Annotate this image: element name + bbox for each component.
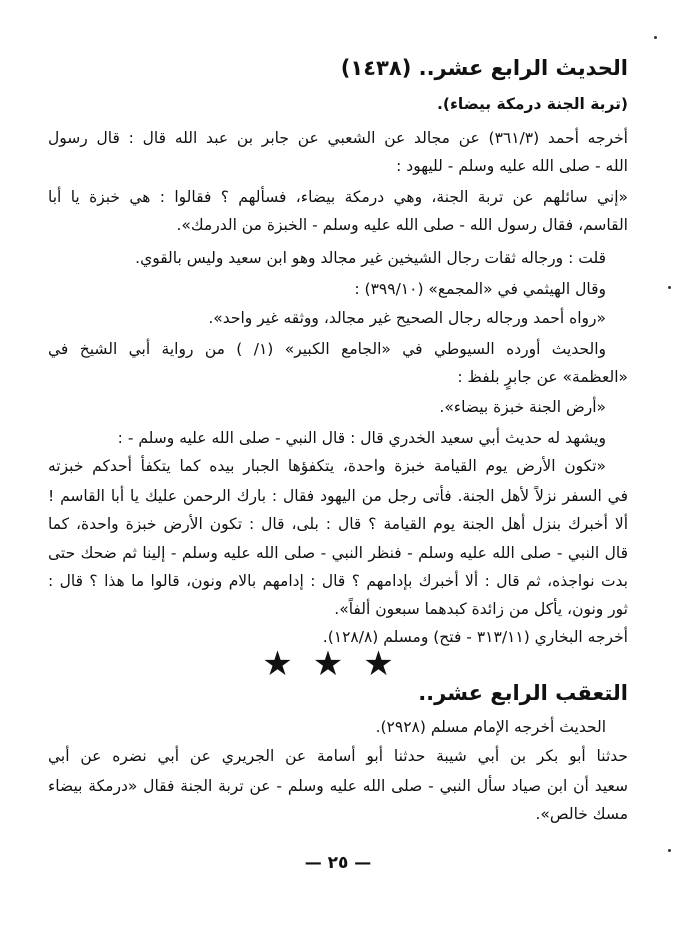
text-line: «رواه أحمد ورجاله رجال الصحيح غير مجالد، ووثقه غير واحد». [208, 309, 606, 327]
page-number: — ٢٥ — [304, 853, 372, 873]
text-line: مسك خالص». [535, 805, 628, 823]
hadith-heading: الحديث الرابع عشر.. (١٤٣٨) [340, 56, 628, 80]
hadith-subtitle: (تربة الجنة درمكة بيضاء). [436, 95, 628, 113]
document-page [48, 0, 628, 937]
text-line: بدت نواجذه، ثم قال : ألا أخبرك بإدامهم ؟ قال : إدامهم بالام ونون، قالوا ما هذا ؟ قال : [48, 572, 628, 590]
scan-speck [654, 36, 657, 39]
text-line: ثور ونون، يأكل من زائدة كبدهما سبعون ألفاً». [334, 600, 628, 618]
scan-speck [668, 286, 671, 289]
text-line: «أرض الجنة خبزة بيضاء». [439, 398, 606, 416]
text-line: وقال الهيثمي في «المجمع» (٣٩٩/١٠) : [354, 280, 606, 298]
text-line: أخرجه أحمد (٣٦١/٣) عن مجالد عن الشعبي عن جابر بن عبد الله قال : قال رسول [48, 129, 628, 147]
star-separator: ★★★ [262, 644, 414, 684]
text-line: ويشهد له حديث أبي سعيد الخدري قال : قال النبي - صلى الله عليه وسلم - : [117, 429, 606, 447]
text-line: أخرجه البخاري (٣١٣/١١ - فتح) ومسلم (١٢٨/٨). [322, 628, 628, 646]
text-line: «إني سائلهم عن تربة الجنة، وهي درمكة بيضاء، فسألهم ؟ فقالوا : هي خبزة يا أبا [48, 188, 628, 206]
text-line: والحديث أورده السيوطي في «الجامع الكبير» (١/ ) من رواية أبي الشيخ في [48, 340, 606, 358]
text-line: قلت : ورجاله ثقات رجال الشيخين غير مجالد وهو ابن سعيد وليس بالقوي. [135, 249, 606, 267]
text-line: القاسم، فقال رسول الله - صلى الله عليه وسلم - الخبزة من الدرمك». [176, 216, 628, 234]
text-line: سعيد أن ابن صياد سأل النبي - صلى الله عليه وسلم - عن تربة الجنة فقال «درمكة بيضاء [48, 777, 628, 795]
text-line: في السفر نزلاً لأهل الجنة. فأتى رجل من اليهود فقال : بارك الرحمن عليك يا أبا القاسم ! [48, 487, 628, 505]
text-line: ألا أخبرك بنزل أهل الجنة يوم القيامة ؟ قال : بلى، قال : تكون الأرض خبزة واحدة، كما [48, 515, 628, 533]
text-line: الحديث أخرجه الإمام مسلم (٢٩٢٨). [375, 718, 606, 736]
scan-speck [668, 849, 671, 852]
text-line: الله - صلى الله عليه وسلم - لليهود : [396, 157, 628, 175]
text-line: «تكون الأرض يوم القيامة خبزة واحدة، يتكفؤها الجبار بيده كما يتكفأ أحدكم خبزته [48, 457, 606, 475]
text-line: «العظمة» عن جابرٍ بلفظ : [457, 368, 628, 386]
text-line: حدثنا أبو بكر بن أبي شيبة حدثنا أبو أسامة عن الجريري عن أبي نضره عن أبي [48, 747, 628, 765]
section-heading: التعقب الرابع عشر.. [418, 681, 628, 705]
text-line: قال النبي - صلى الله عليه وسلم - فنظر النبي - صلى الله عليه وسلم - إلينا ثم ضحك حتى [48, 544, 628, 562]
